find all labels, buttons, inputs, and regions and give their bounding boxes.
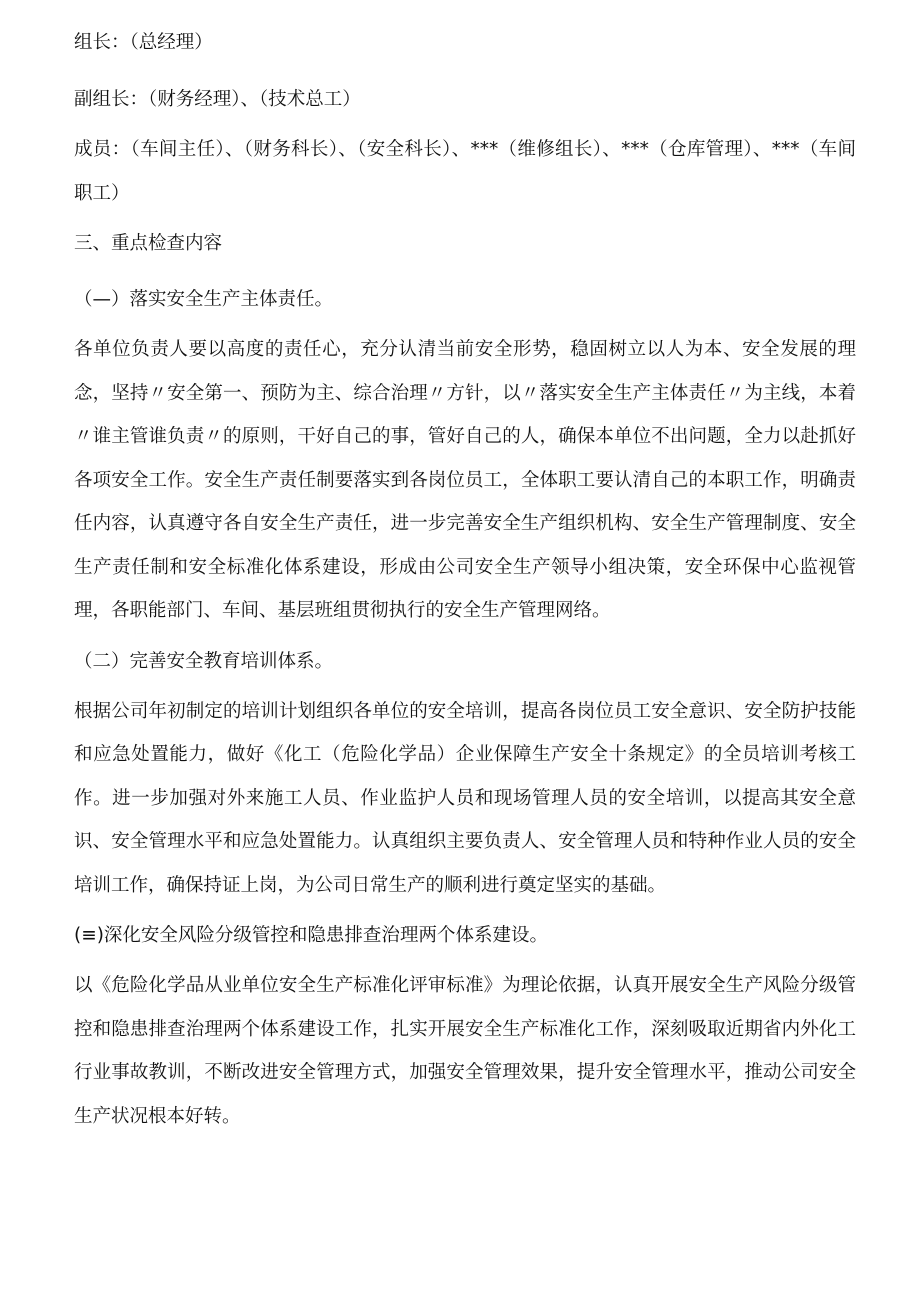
subsection-body-1: 各单位负责人要以高度的责任心，充分认清当前安全形势，稳固树立以人为本、安全发展的理念，坚持〃安全第一、预防为主、综合治理〃方针，以〃落实安全生产主体责任〃为主线，本着〃谁主管谁负责〃的原则，干好自己的事，管好自己的人，确保本单位不出问题，全力以赴抓好各项安全工作。安全生产责任制要落实到各岗位员工，全体职工要认清自己的本职工作，明确责任内容，认真遵守各自安全生产责任，进一步完善安全生产组织机构、安全生产管理制度、安全生产责任制和安全标准化体系建设，形成由公司安全生产领导小组决策，安全环保中心监视管理，各职能部门、车间、基层班组贯彻执行的安全生产管理网络。 — [74, 339, 856, 621]
subsection-heading-2: （二）完善安全教育培训体系。 — [74, 650, 334, 672]
subsection-heading-3: (≡)深化安全风险分级管控和隐患排查治理两个体系建设。 — [74, 925, 548, 946]
subsection-body-3: 以《危险化学品从业单位安全生产标准化评审标准》为理论依据，认真开展安全生产风险分级管控和隐患排查治理两个体系建设工作，扎实开展安全生产标准化工作，深刻吸取近期省内外化工行业事故教训，不断改进安全管理方式，加强安全管理效果，提升安全管理水平，推动公司安全生产状况根本好转。 — [74, 975, 856, 1127]
section-heading: 三、重点检查内容 — [74, 233, 223, 254]
deputy-leader-line: 副组长：（财务经理）、（技术总工） — [74, 89, 361, 110]
team-leader-line: 组长：（总经理） — [74, 32, 213, 53]
members-paragraph: 成员：（车间主任）、（财务科长）、（安全科长）、***（维修组长）、***（仓库管理）、***（车间职工） — [74, 139, 856, 204]
subsection-body-2: 根据公司年初制定的培训计划组织各单位的安全培训，提高各岗位员工安全意识、安全防护技能和应急处置能力，做好《化工（危险化学品）企业保障生产安全十条规定》的全员培训考核工作。进一步加强对外来施工人员、作业监护人员和现场管理人员的安全培训，以提高其安全意识、安全管理水平和应急处置能力。认真组织主要负责人、安全管理人员和特种作业人员的安全培训工作，确保持证上岗，为公司日常生产的顺利进行奠定坚实的基础。 — [74, 700, 856, 896]
subsection-heading-1: （—）落实安全生产主体责任。 — [74, 289, 334, 310]
